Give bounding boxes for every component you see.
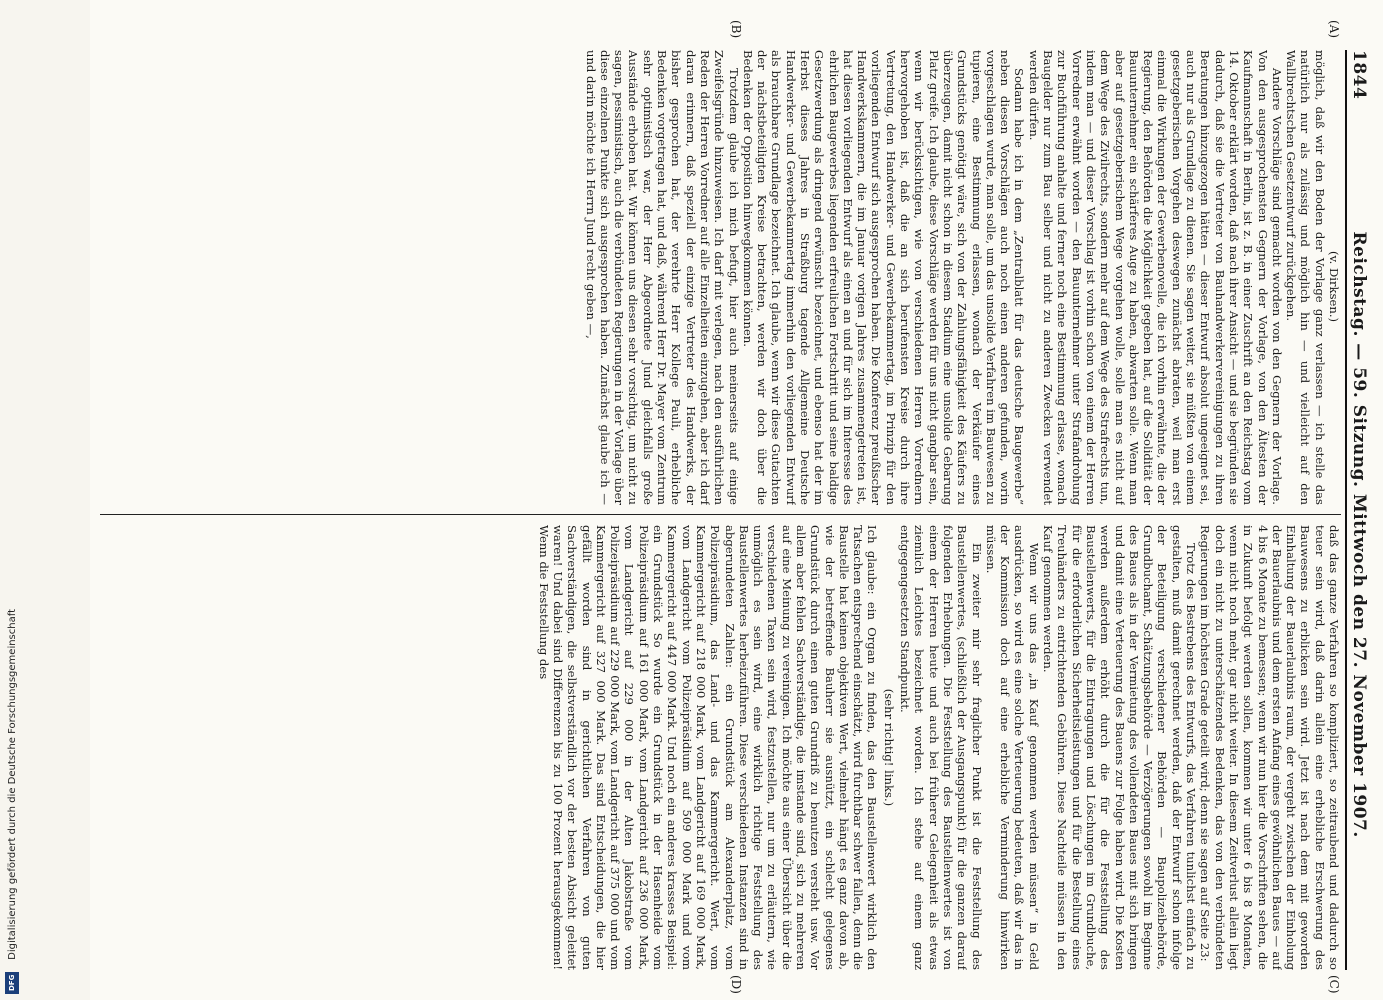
funding-credit: Digitalisierung gefördert durch die Deutsche Forschungsgemeinschaft [6, 609, 18, 960]
left-column [100, 50, 1341, 505]
header-rule [1345, 50, 1347, 970]
block-quote: Trotz des Bestrebens des Entwurfs, das Verfahren tunlichst einfach zu gestalten, muß damit gerechnet werden, daß der Entwurf schon infolge der Beteiligung verschiedener Behörden — Baupolizeibehörde, Grundbuchamt, Schätzungsbehörde — Verzögerungen sowohl im Beginne des Baues als in der Vermietung des vollendeten Baues mit sich bringen und damit eine Verteuerung des Bauens zur Folge haben wird. Die Kosten werden außerdem erhöht durch die für die Feststellung des Baustellenwerts, für die Eintragungen und Löschungen im Grundbuche, für die erforderlichen Sicherheitsleistungen und für die Bestellung eines Treuhänders zu entrichtenden Gebühren. Diese Nachteile müssen in den Kauf genommen werden. [1041, 525, 1199, 970]
paragraph: daß das ganze Verfahren so kompliziert, so zeitraubend und dadurch so teuer sein wird, daß darin allein eine erhebliche Erschwerung des Bauwesens zu erblicken sein wird. Jetzt ist nach dem mit geworden Einhaltung der Bauerlaubnis raum, der vergeht zwischen der Einholung der Bauerlaubnis und dem ersten Anfang eines gewöhnlichen Baues — auf 4 bis 6 Monate zu bemessen; wenn wir nun hier die Vorschriften sehen, die in Zukunft befolgt werden sollen, kommen wir unter 6 bis 8 Monaten, wenn nicht noch mehr, gar nicht weiter. In diesem Zeitverlust allein liegt doch ein nicht zu unterschätzendes Bedenken, das von den verbündeten Regierungen im höchsten Grade geteilt wird; denn sie sagen auf Seite 23: [1198, 525, 1341, 970]
speaker-label: (v. Dirksen.) [1327, 250, 1341, 323]
paragraph: Wenn wir uns das „in Kauf genommen werden müssen“ in Geld ausdrücken, so wird es eine solche Verteuerung bedeuten, daß wir das in der Kommission doch auf eine erhebliche Verminderung hinwirken müssen. [983, 525, 1041, 970]
page-number: 1844 [1349, 50, 1369, 100]
document-page [90, 0, 1383, 1000]
right-column [100, 525, 1341, 970]
page-title: Reichstag. — 59. Sitzung. Mittwoch den 27. November 1907. [1349, 231, 1369, 838]
paragraph: Sodann habe ich in dem „Zentralblatt für das deutsche Baugewerbe“ neben diesen Vorschlägen auch noch einen anderen gefunden, worin vorgeschlagen wurde, man solle, um das unsolide Verfahren im Bauwesen zu tupieren, eine Bestimmung erlassen, wonach der Verkäufer eines Grundstücks genötigt wäre, sich von der Zahlungsfähigkeit des Käufers zu überzeugen, damit nicht schon in diesem Stadium eine unsolide Gebarung Platz greife. Ich glaube, diese Vorschläge werden für uns nicht gangbar sein, wenn wir berücksichtigen, wie von verschiedenen Herren Vorrednern hervorgehoben ist, daß die an sich berufensten Kreise durch ihre Vertretung, den Handwerker- und Gewerbekammertag, im Prinzip für den vorliegenden Entwurf sich ausgesprochen haben. Die Konferenz preußischer Handwerkskammern, die im Januar vorigen Jahres zusammengetreten ist, hat diesen vorliegenden Entwurf als einen an und für sich im Interesse des ehrlichen Baugewerbes liegenden erfreulichen Fortschritt und seine baldige Gesetzwerdung als dringend erwünscht bezeichnet, und ebenso hat der im Herbst dieses Jahres in Straßburg tagende Allgemeine Deutsche Handwerker- und Gewerbekammertag immerhin den vorliegenden Entwurf als brauchbare Grundlage bezeichnet. Ich glaube, wenn wir diese Gutachten der nächstbeteiligten Kreise betrachten, werden wir doch über die Bedenken der Opposition hinwegkommen können. [740, 50, 1027, 505]
paragraph: Trotzdem glaube ich mich befugt, hier auch meinerseits auf einige Zweifelsgründe hinzuweisen. Ich darf mit verlegen, nach den ausführlichen Reden der Herren Vorredner auf alle Einzelheiten einzugehen, aber ich darf daran erinnern, daß speziell der einzige Vertreter des Handwerks, der bisher gesprochen hat, der verehrte Herr Kollege Pauli, erhebliche Bedenken vorgetragen hat, und daß, während Herr Dr. Mayer vom Zentrum sehr optimistisch war, der Herr Abgeordnete Jund gleichfalls große Ausstände erhoben hat. Wir können uns diesen sehr vorsichtig, um nicht zu sagen, pessimistisch, auch die verbündeten Regierungen in der Vorlage über diese einzelnen Punkte sich ausgesprochen haben. Zunächst glaube ich — und darin möchte ich Herrn Jund recht geben —, [583, 50, 741, 505]
dfg-logo-icon: DFG [5, 972, 19, 994]
paragraph: Ich glaube: ein Organ zu finden, das den Baustellenwert wirklich den Tatsachen entsprechend einschätzt, wird furchtbar schwer fallen, denn die Baustelle hat keinen objektiven Wert, vielmehr hängt es ganz davon ab, wie der betreffende Bauherr sie ausnützt, ein schlecht gelegenes Grundstück durch einen guten Grundriß zu benutzen versteht usw. Vor allem aber fehlen Sachverständige, die imstande sind, sich zu mehreren auf eine Meinung zu vereinigen. Ich möchte aus einer Übersicht über die verschiedenen Taxen sein wird, festzustellen, nur um zu erläutern, wie unmöglich es sein wird, eine wirklich richtige Feststellung des Baustellenwertes herbeizuführen. Diese verschiedenen Instanzen sind in abgerundeten Zahlen: ein Grundstück am Alexanderplatz, vom Polizeipräsidium, das Land- und das Kammergericht. Wert, vom Kammergericht auf 218 000 Mark, vom Landgericht auf 169 000 Mark, vom Landgericht vom Polizeipräsidium auf 509 000 Mark und vom Kammergericht auf 447 000 Mark. Und noch ein anderes krasses Beispiel: ein Grundstück So wurde ein Grundstück in der Hasenheide vom Polizeipräsidium auf 161 000 Mark, vom Landgericht auf 236 000 Mark, vom Landgericht auf 229 000 in der Alten Jakobstraße vom Polizeipräsidium auf 229 000 Mark, vom Landgericht auf 375 000 und vom Kammergericht auf 327 000 Mark. Das sind Entscheidungen, die hier gefällt worden sind in gerichtlichen Verfahren von guten Sachverständigen, die selbstverständlich vor der besten Absicht geleitet waren! Und dabei sind Differenzen bis zu 100 Prozent herausgekommen! Wenn die Feststellung des [536, 525, 880, 970]
margin-mark-d: (D) [729, 975, 743, 994]
paragraph: Andere Vorschläge sind gemacht worden von den Gegnern der Vorlage. Von den ausgesprochensten Gegnern der Vorlage, von den Ältesten der Kaufmannschaft in Berlin, ist z. B. in einer Zuschrift an den Reichstag vom 14. Oktober erklärt worden, daß nach ihrer Ansicht — und sie begründen sie dadurch, daß sie die Vertreter von Bauhandwerkervereinigungen zu ihren Beratungen hinzugezogen hätten — dieser Entwurf absolut ungeeignet sei, auch nur als Grundlage zu dienen. Sie sagen weiter, sie müßten von einem gesetzgeberischen Vorgehen deswegen zunächst abraten, weil man erst einmal die Wirkungen der Gewerbenovelle, die ich vorhin erwähnte, die der Regierung, den Behörden die Möglichkeit gegeben hat, auf die Solidität der Bauunternehmer ein schärferes Auge zu haben, abwarten solle. Wenn man aber auf gesetzgeberischem Wege vorgehen wolle, solle man es nicht auf dem Wege des Zivilrechts, sondern mehr auf dem Wege des Strafrechts tun, indem man — und dieser Vorschlag ist vorhin schon von einem der Herren Vorredner erwähnt worden — den Bauunternehmer unter Strafandrohung zur Buchführung anhalte und ferner noch eine Bestimmung erlasse, wonach Baugelder nur zum Bau selber und nicht zu anderen Zwecken verwendet werden dürfen. [1026, 50, 1284, 505]
paragraph: möglich, daß wir den Boden der Vorlage ganz verlassen — ich stelle das natürlich nur als zulässig und möglich hin — und vielleicht auf den Wallbrechtschen Gesetzentwurf zurückgehen. [1284, 50, 1327, 505]
interjection: (sehr richtig! links.) [881, 688, 896, 807]
paragraph: Ein zweiter mir sehr fraglicher Punkt ist die Feststellung des Baustellenwertes, (schließlich der Ausgangspunkt) für die ganzen darauf folgenden Erhebungen. Die Feststellung des Baustellenwertes ist von einem der Herren heute und auch bei früherer Gelegenheit als etwas ziemlich Leichtes bezeichnet worden. Ich stehe auf einem ganz entgegengesetzten Standpunkt. [898, 525, 984, 970]
margin-mark-b: (B) [729, 20, 743, 39]
digitization-sidebar [0, 0, 24, 1000]
margin-mark-a: (A) [1327, 20, 1341, 39]
column-divider [100, 514, 1341, 515]
margin-mark-c: (C) [1327, 975, 1341, 994]
page-header [1349, 50, 1375, 970]
